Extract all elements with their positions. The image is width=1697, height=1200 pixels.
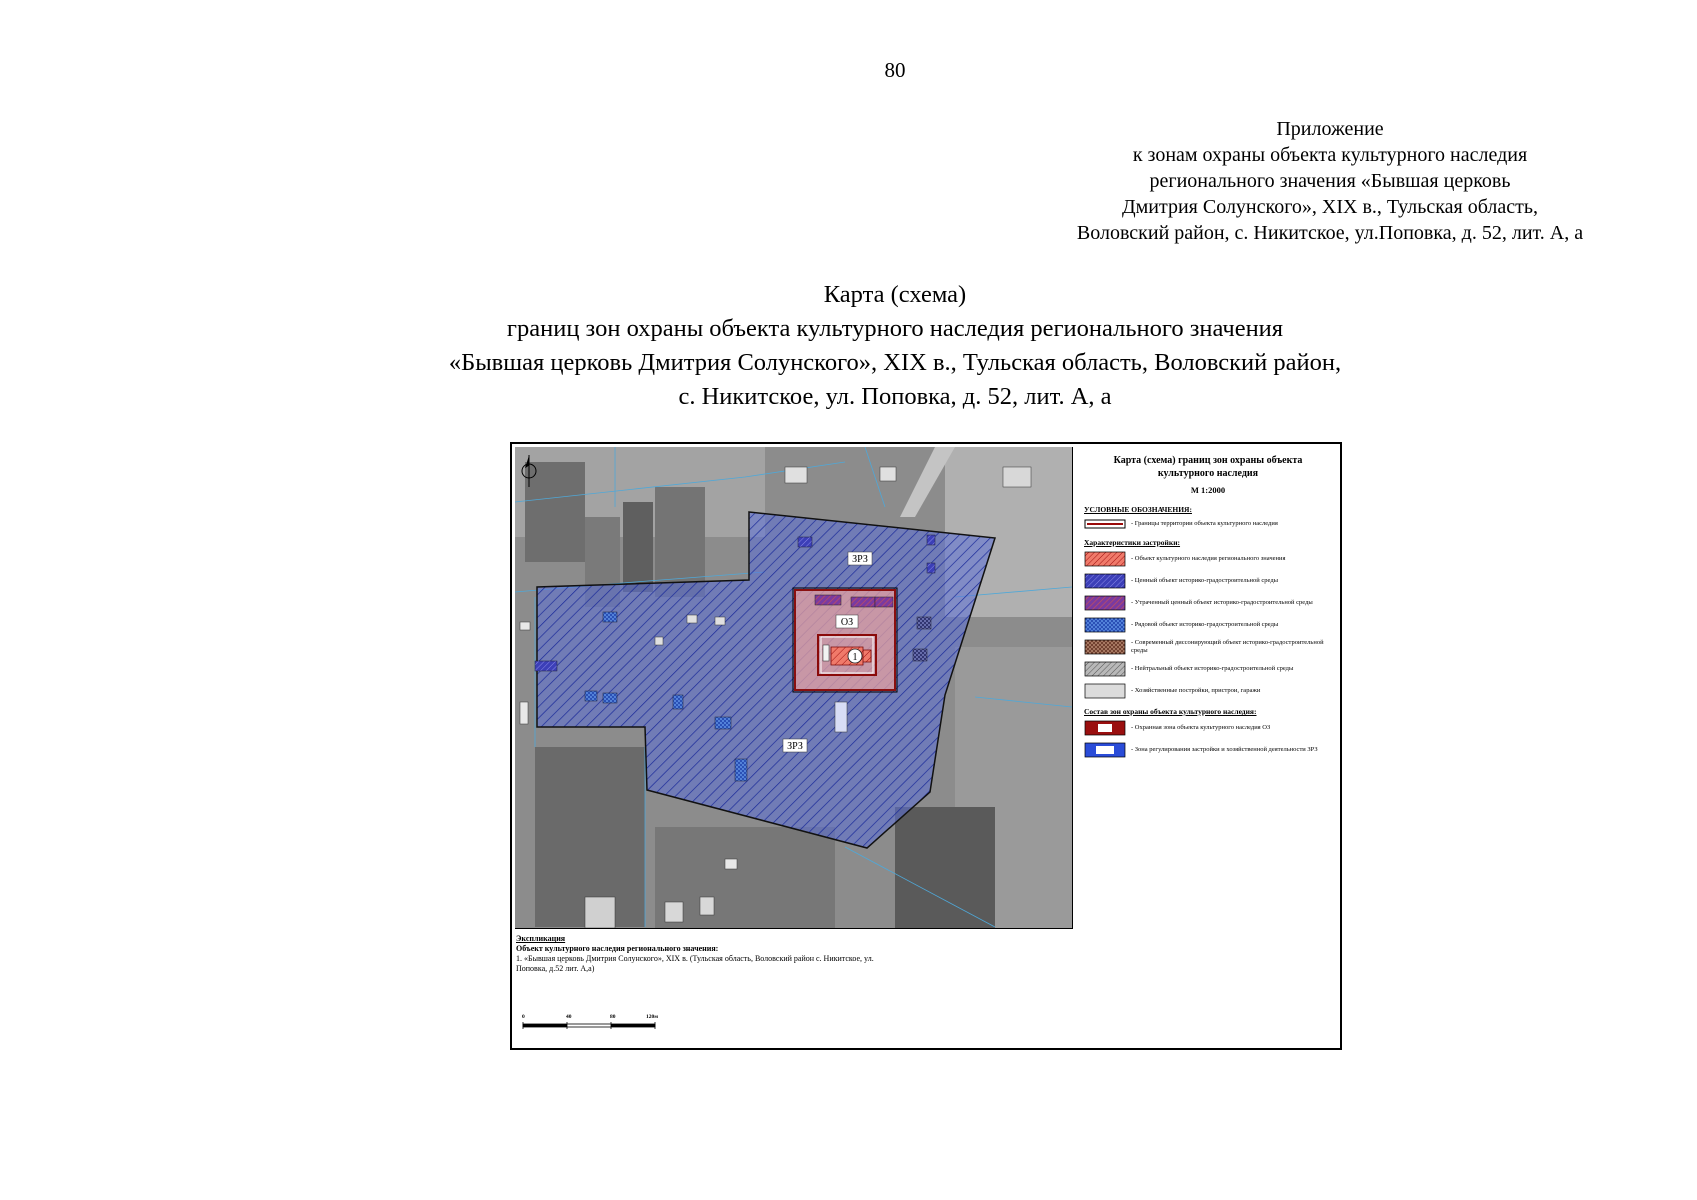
outbuilding: [687, 615, 697, 623]
legend-title-line: Карта (схема) границ зон охраны объекта: [1113, 455, 1303, 466]
map-scale: М 1:2000: [1190, 485, 1226, 495]
lost-valuable-object: [815, 595, 841, 605]
explication-heading: Экспликация: [516, 934, 566, 943]
explication-item: Поповка, д.52 лит. А,а): [516, 964, 595, 973]
ordinary-object: [585, 691, 597, 701]
appendix-line: Дмитрия Солунского», XIX в., Тульская область,: [1121, 196, 1538, 218]
legend-item-text: - Ценный объект историко-градостроительной среды: [1131, 577, 1278, 584]
title-line: Карта (схема): [823, 281, 967, 308]
legend-item-text: - Охранная зона объекта культурного наследия ОЗ: [1131, 724, 1271, 731]
explication-item: 1. «Бывшая церковь Дмитрия Солунского», XIX в. (Тульская область, Воловский район с. Никитское, ул.: [516, 954, 874, 963]
legend-item-valuable: [1084, 573, 1332, 589]
legend-item-text: - Объект культурного наследия регионального значения: [1131, 555, 1286, 562]
lost-valuable-object: [851, 597, 875, 607]
oz-valuable-buildings: [815, 595, 893, 607]
outbuilding: [700, 897, 714, 915]
legend-item-oz: [1084, 720, 1332, 736]
ordinary-object: [735, 759, 747, 781]
legend-item-text: - Утраченный ценный объект историко-градостроительной среды: [1131, 599, 1313, 606]
document-title: [290, 278, 1500, 414]
dissonant-swatch: [1084, 639, 1126, 655]
outbuilding: [585, 897, 615, 928]
legend-item-zrz: [1084, 742, 1332, 758]
legend-section-symbols: УСЛОВНЫЕ ОБОЗНАЧЕНИЯ:: [1084, 505, 1192, 514]
legend-item-text: - Нейтральный объект историко-градостроительной среды: [1131, 665, 1294, 672]
scale-tick-label: 120м: [646, 1014, 658, 1020]
scale-bar-graphic: [522, 1014, 662, 1038]
outbuilding: [665, 902, 683, 922]
outbuilding-swatch: [1084, 683, 1126, 699]
valuable-object: [535, 661, 557, 671]
terrain-field: [525, 462, 585, 562]
oz-label: ОЗ: [840, 617, 854, 628]
legend-title: [1084, 454, 1332, 480]
explication-subheading: Объект культурного наследия регионального значения:: [516, 944, 719, 953]
map-image: [515, 447, 1073, 929]
ordinary-object: [603, 612, 617, 622]
terrain-field: [655, 487, 705, 597]
outbuilding: [823, 645, 829, 661]
outbuilding: [520, 702, 528, 724]
outbuilding: [655, 637, 663, 645]
legend-item-text: - Границы территории объекта культурного наследия: [1131, 520, 1278, 527]
legend-item-text: - Хозяйственные постройки, пристрои, гаражи: [1131, 687, 1261, 694]
outbuilding: [725, 859, 737, 869]
scale-tick-label: 80: [610, 1014, 616, 1020]
ordinary-object: [603, 693, 617, 703]
appendix-line: Приложение: [1276, 118, 1384, 140]
outbuilding: [715, 617, 725, 625]
legend-item-dissonant: [1084, 639, 1332, 655]
title-line: «Бывшая церковь Дмитрия Солунского», XIX в., Тульская область, Воловский район,: [448, 349, 1342, 376]
map-legend: [1084, 454, 1332, 764]
legend-item-ordinary: [1084, 617, 1332, 633]
dissonant-object: [917, 617, 931, 629]
terrain-field: [895, 807, 995, 928]
ordinary-object: [715, 717, 731, 729]
legend-item-text: - Зона регулирования застройки и хозяйственной деятельности ЗРЗ: [1131, 746, 1318, 753]
legend-title-line: культурного наследия: [1157, 468, 1259, 479]
title-line: с. Никитское, ул. Поповка, д. 52, лит. А, а: [678, 383, 1112, 410]
appendix-header: [1030, 116, 1630, 246]
lost-valuable-object: [875, 597, 893, 607]
neutral-swatch: [1084, 661, 1126, 677]
ordinary-swatch: [1084, 617, 1126, 633]
legend-section-zones: Состав зон охраны объекта культурного наследия:: [1084, 707, 1257, 716]
zrz-label-bottom: ЗРЗ: [787, 741, 803, 752]
valuable-object: [927, 563, 935, 573]
terrain-field: [623, 502, 653, 592]
map-svg: [515, 447, 1072, 928]
legend-item-boundary: [1084, 518, 1332, 530]
legend-item-lost: [1084, 595, 1332, 611]
explication: [516, 934, 1016, 974]
appendix-line: Воловский район, с. Никитское, ул.Поповка, д. 52, лит. А, а: [1076, 222, 1584, 244]
legend-item-outbuilding: [1084, 683, 1332, 699]
outbuilding: [880, 467, 896, 481]
heritage-swatch: [1084, 551, 1126, 567]
title-line: границ зон охраны объекта культурного наследия регионального значения: [506, 315, 1284, 342]
valuable-object: [798, 537, 812, 547]
page-number: 80: [884, 58, 906, 82]
dissonant-object: [913, 649, 927, 661]
lost-swatch: [1084, 595, 1126, 611]
legend-item-neutral: [1084, 661, 1332, 677]
boundary-swatch: [1084, 518, 1126, 530]
scale-bar: [522, 1014, 662, 1038]
outbuilding: [520, 622, 530, 630]
outbuilding: [835, 702, 847, 732]
scale-tick-label: 0: [522, 1014, 525, 1020]
legend-item-heritage: [1084, 551, 1332, 567]
valuable-object: [927, 535, 935, 545]
legend-item-text: - Рядовой объект историко-градостроительной среды: [1131, 621, 1279, 628]
oz-swatch: [1084, 720, 1126, 736]
zrz-swatch: [1084, 742, 1126, 758]
legend-section-buildings: Характеристики застройки:: [1084, 538, 1181, 547]
appendix-line: к зонам охраны объекта культурного наследия: [1132, 144, 1528, 166]
object-number: 1: [852, 652, 858, 663]
outbuilding: [1003, 467, 1031, 487]
legend-item-text: - Современный диссонирующий объект историко-градостроительной среды: [1131, 639, 1324, 654]
appendix-line: регионального значения «Бывшая церковь: [1149, 170, 1511, 192]
scale-tick-label: 40: [566, 1014, 572, 1020]
ordinary-object: [673, 695, 683, 709]
valuable-swatch: [1084, 573, 1126, 589]
zrz-label-top: ЗРЗ: [852, 554, 868, 565]
map-sheet: [510, 442, 1342, 1050]
outbuilding: [785, 467, 807, 483]
